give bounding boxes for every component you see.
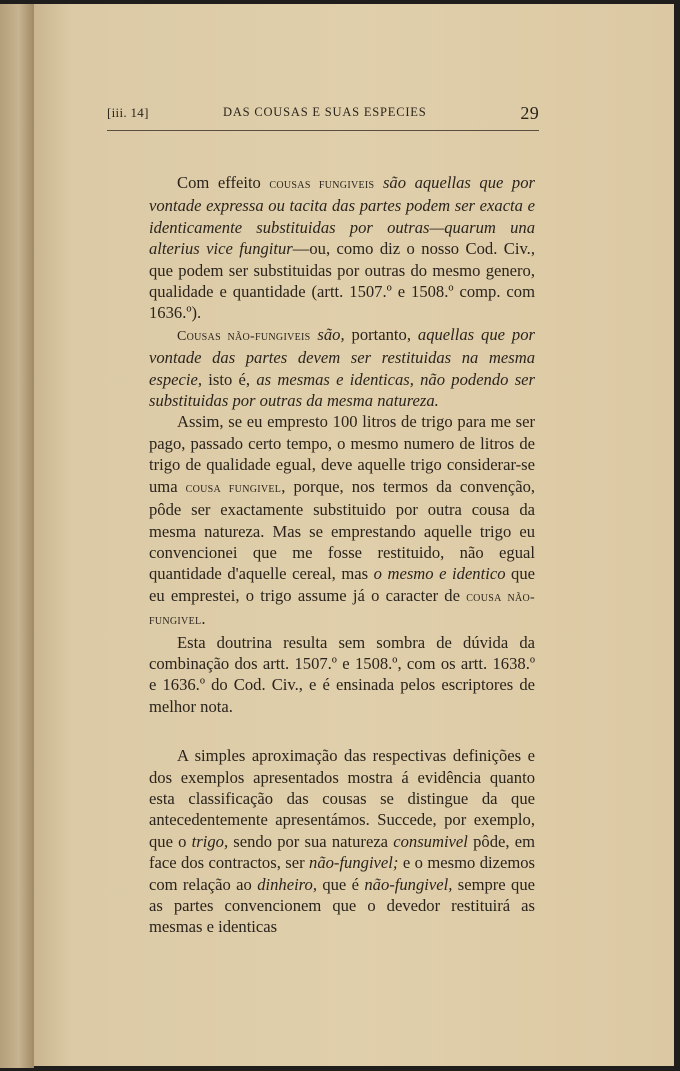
body-text bbox=[149, 172, 535, 938]
section-reference: [iii. 14] bbox=[107, 105, 149, 120]
header-rule bbox=[107, 130, 539, 131]
text-run: , porque, nos termos da convenção, pôde ser exactamente substituido por outra cousa da mesma natureza. Mas se emprestando aquelle trigo eu convencionei que me fosse restituido, não egual quantidade d'aquelle cereal, mas bbox=[149, 476, 536, 584]
text-run: Assim, se eu empresto 100 litros de trigo para me ser pago, passado certo tempo, o mesmo numero de litros de trigo de qualidade egual, deve aquelle trigo considerar-se uma bbox=[149, 412, 535, 496]
paragraph bbox=[149, 632, 535, 718]
italic-text: são, bbox=[310, 324, 345, 344]
page-number: 29 bbox=[520, 103, 539, 123]
text-run: portanto, bbox=[344, 324, 418, 344]
paragraph bbox=[149, 172, 535, 324]
italic-text: trigo, bbox=[191, 831, 229, 851]
paragraph bbox=[149, 411, 535, 631]
book-page bbox=[34, 4, 674, 1066]
text-run: sempre que as partes convencionem que o devedor restituirá as mesmas e identicas bbox=[149, 874, 535, 937]
paragraph bbox=[149, 745, 535, 938]
text-run: e o mesmo dizemos com relação ao bbox=[149, 853, 535, 894]
italic-text: consumivel bbox=[393, 831, 468, 851]
italic-text: não-fungivel; bbox=[309, 853, 399, 873]
small-caps-term: cousa fungivel bbox=[185, 480, 282, 496]
italic-text: são aquellas que por vontade expressa ou tacita das partes podem ser exacta e identicamente substituidas por outras—quarum una alterius vice fungitur bbox=[149, 173, 535, 259]
small-caps-term: Cousas não-fungiveis bbox=[177, 328, 311, 344]
text-run: pôde, em face dos contractos, ser bbox=[149, 831, 535, 873]
text-run: . bbox=[201, 609, 206, 629]
italic-text: aquellas que por vontade das partes devem ser restituidas na mesma especie, bbox=[149, 324, 535, 389]
running-header bbox=[107, 103, 539, 125]
small-caps-term: cousa não-fungivel bbox=[149, 589, 535, 629]
text-run: Com effeito bbox=[177, 173, 270, 192]
paragraph-gap bbox=[149, 717, 535, 745]
text-run: que é bbox=[316, 874, 365, 894]
text-run: A simples aproximação das respectivas definições e dos exemplos apresentados mostra á evidência quanto esta classificação das cousas se distingue da que antecedentemente apresentámos. Succede, por exemplo, que o bbox=[149, 746, 535, 851]
italic-text: não-fungivel, bbox=[364, 874, 453, 894]
previous-page-edge bbox=[0, 4, 34, 1068]
text-run: isto é, bbox=[201, 369, 257, 389]
text-run: —ou, como diz o nosso Cod. Civ., que podem ser substituidas por outras do mesmo genero, qualidade e quantidade (artt. 1507.º e 1508.º comp. com 1636.º). bbox=[149, 239, 535, 323]
text-run: que eu emprestei, o trigo assume já o caracter de bbox=[149, 564, 536, 605]
text-run: Esta doutrina resulta sem sombra de dúvida da combinação dos artt. 1507.º e 1508.º, com os artt. 1638.º e 1636.º do Cod. Civ., e é ensinada pelos escriptores de melhor nota. bbox=[149, 632, 535, 716]
running-title: DAS COUSAS E SUAS ESPECIES bbox=[223, 105, 427, 119]
small-caps-term: cousas fungiveis bbox=[269, 177, 375, 192]
italic-text: o mesmo e identico bbox=[373, 564, 506, 584]
italic-text: as mesmas e identicas, não podendo ser substituidas por outras da mesma natureza. bbox=[149, 369, 536, 411]
paragraph bbox=[149, 324, 535, 412]
italic-text: dinheiro, bbox=[257, 874, 317, 894]
text-run: sendo por sua natureza bbox=[228, 831, 394, 851]
